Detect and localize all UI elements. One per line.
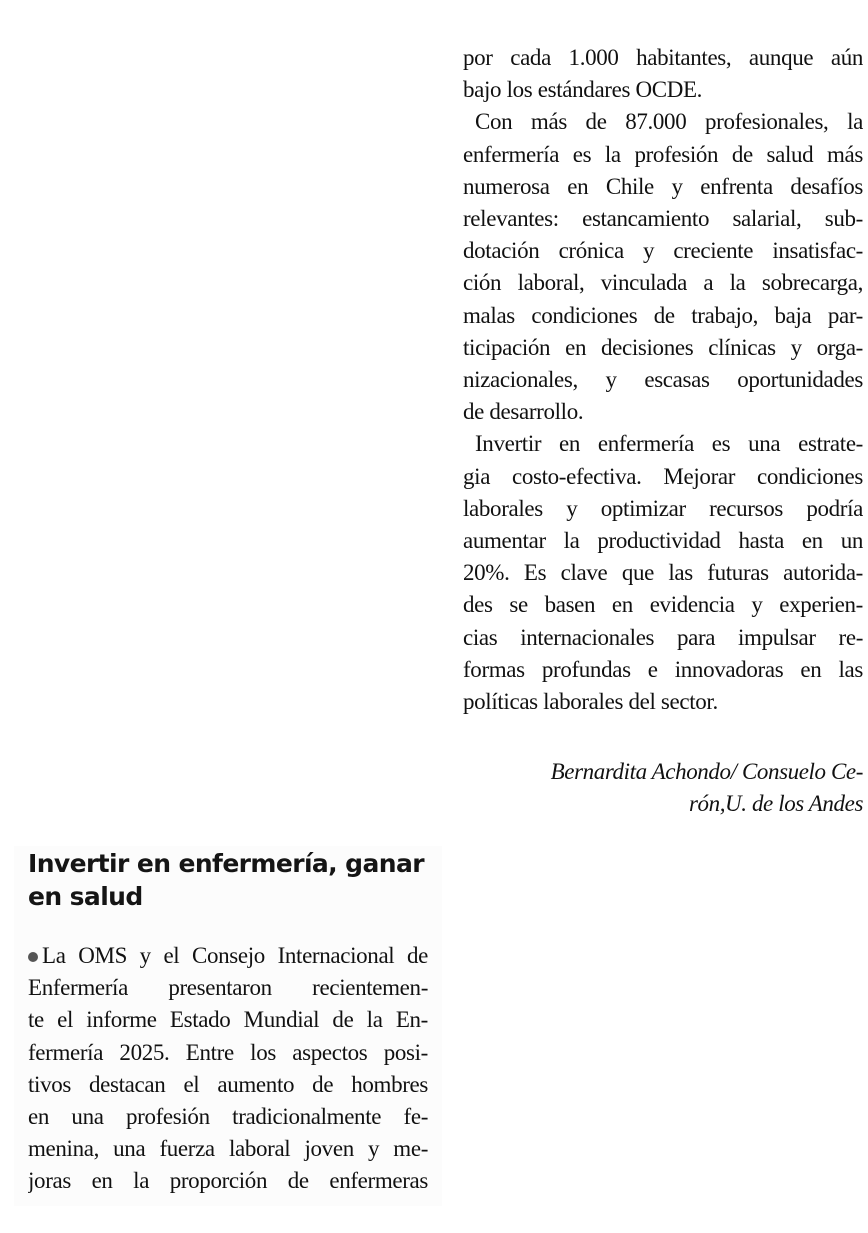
text-line: de desarrollo. [463,399,584,425]
lead-line [28,940,428,972]
text-line: menina, una fuerza laboral joven y me- [28,1136,428,1162]
text-line: cias internacionales para impulsar re- [463,624,863,650]
text-line: fermería 2025. Entre los aspectos posi- [28,1039,428,1065]
lead-text: La OMS y el Consejo Internacional de [42,943,428,968]
text-line: aumentar la productividad hasta en un [463,528,863,554]
text-line: por cada 1.000 habitantes, aunque aún [463,45,863,70]
text-line: enfermería es la profesión de salud más [463,141,863,167]
right-column-text [463,42,863,718]
text-line: numerosa en Chile y enfrenta desafíos [463,173,863,199]
text-line: relevantes: estancamiento salarial, sub- [463,206,863,232]
author-byline [463,756,863,820]
bullet-icon [28,952,38,962]
text-line: ticipación en decisiones clínicas y orga- [463,334,863,360]
text-line: políticas laborales del sector. [463,689,718,715]
text-line: en una profesión tradicionalmente fe- [28,1104,428,1130]
text-line: malas condiciones de trabajo, baja par- [463,302,863,328]
text-line: tivos destacan el aumento de hombres [28,1071,428,1097]
text-line: gia costo-efectiva. Mejorar condiciones [463,463,863,489]
text-line: formas profundas e innovadoras en las [463,656,863,682]
text-line: Enfermería presentaron recientemen- [28,975,428,1001]
text-line: dotación crónica y creciente insatisfac- [463,238,863,264]
text-line: laborales y optimizar recursos podría [463,495,863,521]
text-line: des se basen en evidencia y experien- [463,592,863,618]
paragraph-start-line: Invertir en enfermería es una estrate- [475,431,863,457]
text-line: bajo los estándares OCDE. [463,77,703,103]
text-line: te el informe Estado Mundial de la En- [28,1007,428,1033]
text-line: nizacionales, y escasas oportunidades [463,367,863,393]
article-headline [28,847,428,913]
headline-line: en salud [28,882,143,911]
byline-line: Bernardita Achondo/ Consuelo Ce- [550,759,863,784]
article-body [28,940,428,1198]
text-line: joras en la proporción de enfermeras [28,1168,428,1194]
text-line: 20%. Es clave que las futuras autorida- [463,560,863,586]
paragraph-start-line: Con más de 87.000 profesionales, la [475,109,863,135]
text-line: ción laboral, vinculada a la sobrecarga, [463,270,863,296]
headline-line: Invertir en enfermería, ganar [28,849,424,878]
byline-line: rón,U. de los Andes [688,791,863,816]
